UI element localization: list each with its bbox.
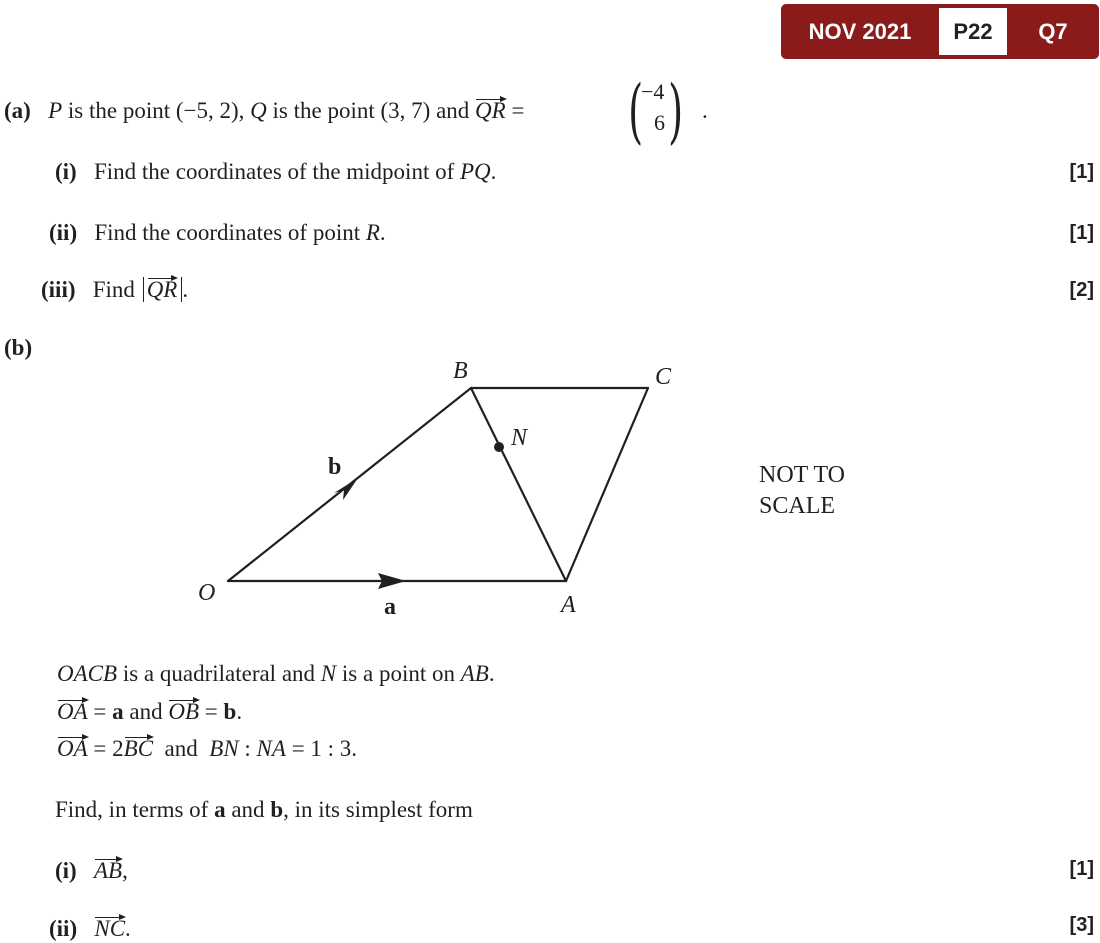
marks-a-iii: [2] [1069, 279, 1094, 301]
part-a-item-i: (i) Find the coordinates of the midpoint of PQ. [55, 159, 497, 184]
marks-b-ii: [3] [1069, 914, 1094, 936]
marks-a-ii: [1] [1069, 222, 1094, 244]
label-o: O [198, 580, 216, 606]
part-b-instruction: Find, in terms of a and b, in its simplest form [55, 797, 473, 822]
edge-ab [471, 388, 566, 581]
vector-qr-magnitude: QR [146, 277, 178, 302]
arrow-a [378, 573, 406, 589]
arrow-b [334, 478, 358, 500]
label-n: N [511, 425, 528, 451]
column-vector: ( −4 6 ) [628, 70, 684, 152]
vector-ab: AB [93, 858, 123, 883]
part-b-label: (b) [4, 335, 33, 360]
vector-nc: NC [94, 916, 126, 941]
colvec-top: −4 [641, 79, 665, 104]
marks-b-i: [1] [1069, 858, 1094, 880]
label-c: C [655, 364, 672, 390]
not-to-scale-note: NOT TO SCALE [759, 462, 846, 519]
label-b: B [453, 358, 468, 384]
part-b-info-line-2: OA = a and OB = b. [57, 699, 243, 724]
part-a-item-ii: (ii) Find the coordinates of point R. [49, 220, 386, 245]
label-vector-b: b [328, 454, 342, 480]
point-n [494, 442, 504, 452]
label-vector-a: a [384, 594, 396, 620]
paper-number: P22 [939, 8, 1007, 55]
marks-a-i: [1] [1069, 161, 1094, 183]
label-a: A [561, 592, 576, 618]
part-b-info-line-3: OA = 2BC and BN : NA = 1 : 3. [57, 736, 358, 761]
exam-session: NOV 2021 [808, 19, 912, 44]
vector-qr: QR [475, 98, 506, 123]
question-number: Q7 [1038, 19, 1068, 44]
part-b-info-line-1: OACB is a quadrilateral and N is a point on AB. [57, 661, 495, 686]
part-a-item-iii: (iii) Find QR . [41, 277, 189, 302]
part-a-label: (a) [4, 98, 31, 123]
colvec-bottom: 6 [654, 110, 665, 135]
part-b-item-ii: (ii) NC. [49, 916, 131, 941]
part-a-stem: (a) P is the point (−5, 2), Q is the point (3, 7) and QR = [4, 98, 525, 123]
part-b-item-i: (i) AB, [55, 858, 128, 883]
edge-ca [566, 388, 648, 581]
